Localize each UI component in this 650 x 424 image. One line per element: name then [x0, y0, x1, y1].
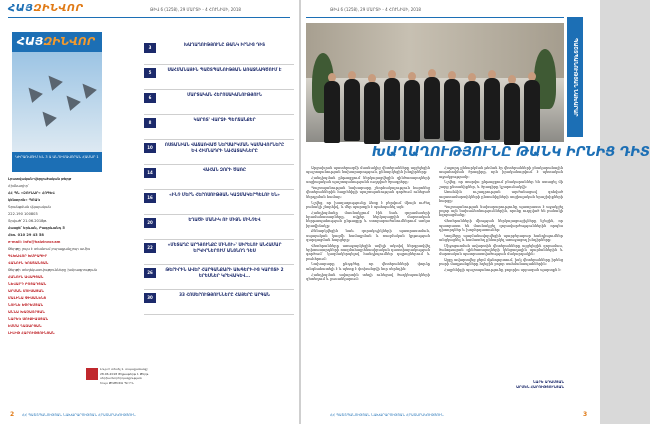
paragraph: Վետերանների միության ներկայացուցիչները նշեցին, որ պատրաստ են մասնակցել զորավարժություններին որպես դիտորդներ և խորհրդատուներ։	[439, 219, 563, 232]
toc-item[interactable]	[144, 240, 294, 265]
imprint-line: Լրատվական-վերլուծական թերթ	[8, 177, 72, 181]
toc-title: ՄԱՐՏԱԿԱՆ ՀԵՐՈՍԱԿԱՆՈՒԹՅՈՒՆ	[187, 92, 262, 97]
toc-title: ՎԱՀԱՆ ԶՈՐԻ ԾԱՌԸ	[202, 167, 247, 172]
toc-title: ՈՍՏԱՆԻԱՆ ՎԱՃԱՌՎԱԾ ՆԵՐՍԱՐԿՄԱՆ ԿԱՄԱՎՈՐՆԵՐԸ ԵՎ ՀԻՄՆԱԴՐԻ ՆԱՀԱՏԱԿՆԵՐԸ	[164, 142, 285, 153]
group-photo	[306, 23, 564, 142]
toc-item[interactable]	[144, 215, 294, 240]
toc-page-number: 14	[144, 168, 156, 178]
imprint-line: Գրանցման վկայական	[8, 205, 51, 209]
article-body	[306, 166, 564, 406]
toc-page-number: 20	[144, 218, 156, 228]
toc-item[interactable]	[144, 265, 294, 290]
article-author	[492, 380, 564, 389]
toc-item[interactable]	[144, 165, 294, 190]
page-number-right: 3	[583, 411, 588, 418]
article-title: ԽԱՂԱՂՈՒԹՅՈՒՆԸ ԹԱՆԿ ԻՐՆԻՑ ԴԻՏ	[372, 145, 650, 160]
imprint-line: 222.190 100803	[8, 212, 38, 216]
toc-title: ԹԵՐԻՐԻՆ ԱՎԵՐ ՀԱՐԳԱՆՔԱՐԻ ԱԽԳԵՐԻ-ԻՑ ԿԱՐՈՏԻ 2 ԵՐԵՍՆԵՐ ԿՐԵՎԱԿԵՎ...	[165, 267, 284, 278]
paragraph: Հաջորդ քննարկման թեման էր վետերանների բնակարանային ապահովման ծրագիրը, որն իրականացվում է պետական աջակցությամբ։	[439, 166, 563, 179]
person-figure	[424, 77, 440, 139]
cover-caption: ԿԻՐԱՌՎՈՒՄ ԵՆ 3 Ա ԱՆԴԻՄԱՎՈՐԱՆ ՀԱՄԱՐ 1	[12, 152, 102, 172]
paragraph: Միջոցառման ավարտին վետերանները այցելեցին զորամաս, ծանոթացան զինծառայողների կենցաղային պայմաններին և մարտական պատրաստվածության մակարդակին։	[439, 243, 563, 257]
person-figure	[404, 80, 420, 142]
imprint-line: ԱՆՆԱ ԽԱՉԱՏՐՅԱՆ	[8, 310, 45, 314]
paragraph: Այցը ավարտվեց ջերմ մթնոլորտում, իսկ վետերանները իրենց բարի մաղթանքները հղեցին բոլոր սահմանապահներին։	[439, 258, 563, 267]
toc-page-number: 3	[144, 43, 156, 53]
paragraph: Քննարկվեցին նաև զորակոչիկների պատրաստման, սպայական կազմի համալրման և ռազմական կրթության զարգացման հարցերը։	[306, 229, 430, 242]
jet-icon	[61, 91, 81, 111]
author-name: ԱՐՄԵՆ ՀԱՐՈՒԹՅՈՒՆՅԱՆ	[516, 384, 564, 389]
toc-title: «ՄԵՏԱՂԸ ԱՐԴՅՈՒՆՔԸ ՄԻՆՈՒ»՝ ՍԻՐԵԼՈՒ ԱՆՀԱՄԱՐ ԵՐԿԻՐՆԵՐՈՒՄ ԱՆՑՆՈՂ ԴԵՍ	[167, 242, 282, 253]
jet-icon	[77, 79, 97, 99]
imprint-line: Տրված՝ 21.06.2018թ.	[8, 219, 48, 223]
gutter	[299, 0, 301, 424]
toc-page-number: 26	[144, 268, 156, 278]
cover-title: ՀԱՅԶԻՆՎՈՐ	[17, 35, 95, 48]
paragraph: Կողմերը պայմանավորվեցին պարբերաբար հանդիպումներ անցկացնել և համատեղ քննարկել առաջացող խնդիրները։	[439, 233, 563, 242]
imprint-line: Հասցե՝ Երևան, Բագրևանդ 5	[8, 226, 65, 230]
toc-item[interactable]	[144, 65, 294, 90]
toc-page-number: 22	[144, 243, 156, 253]
toc-page-number: 6	[144, 93, 156, 103]
person-figure	[464, 81, 480, 143]
toc-item[interactable]	[144, 90, 294, 115]
toc-page-number: 8	[144, 118, 156, 128]
section-label: ՊԱՇՏՊԱՆՈՒԹՅԱՆ ՆԱԽԱՐԱՐ	[572, 37, 578, 117]
cover-image	[12, 52, 102, 152]
imprint-line: ՀՀ ՊՆ «ԶՈՒՆԱՐ» ՀՈԳԵՎ	[8, 191, 55, 195]
article-column	[439, 166, 563, 406]
print-notice: Լույս է տեսել 1. տպաքանակը՝ 28.06.2018 Թղթաթերթ 1 Թերթ սերիա Խորհրդակցության հույս ԹԵԹԵՓԱ ՊԲ ԻՆ	[100, 367, 149, 385]
toc-page-number: 30	[144, 293, 156, 303]
paragraph: Նշվեց, որ տարվա ընթացքում բնակարաններ են ստացել մի շարք ընտանիքներ, և ծրագիրը կշարունակվի։	[439, 180, 563, 189]
footer-right: ՀՀ ՊԱՇՏՊԱՆՈՒԹՅԱՆ ՆԱԽԱՐԱՐՈՒԹՅԱՆ ՀՐԱՏԱՐԱԿՈՒԹՅՈՒՆ	[330, 413, 444, 417]
paragraph: Առանձին ուշադրության արժանացավ զոհված ազատամարտիկների ընտանիքների սոցիալական երաշխիքների հարցը։	[439, 190, 563, 204]
article-column	[306, 166, 430, 406]
person-figure	[484, 78, 500, 140]
person-figure	[444, 79, 460, 141]
imprint-line: ՆՈՒՆԵ ԵՓՐԵՄՅԱՆ	[8, 303, 44, 307]
person-figure	[504, 83, 520, 145]
toc-title: ՍԱՀՄԱՆԱՅԻՆ ՊԱՇՏՊԱՆՈՒԹՅԱՆ ԱՌԱՋՆԱԳԾՈՒՄ Է	[167, 67, 282, 72]
imprint-line: ԱՐՄԱՆ ՄՈՒՍԱՅԱՆ	[8, 289, 44, 293]
imprint-line: ՀԱՆՈՒՆ ԱՎԱԳՅԱՆ	[8, 275, 44, 279]
jet-icon	[23, 83, 43, 103]
page-number-left: 2	[10, 411, 15, 418]
toc-page-number: 10	[144, 143, 156, 153]
toc-page-number: 16	[144, 193, 156, 203]
paragraph: Նախարարը ընդգծեց, որ վետերանների փորձը անգնահատելի է և պետք է փոխանցվի նոր սերնդին։	[306, 262, 430, 271]
issue-line-right: ԹԻՎ 6 (1258), 29 ՄԱՐՏԻ - 4 ՀՈՒՆԻՍԻ, 2018	[330, 7, 421, 12]
author-name: ՆԱՐԵ ԱԴԱՄՅԱՆ	[532, 380, 564, 384]
imprint-line: ՄԱԼԻՆԱ ՓԻՍԱՆԵՆՑ	[8, 296, 47, 300]
paragraph: Հանդիպման ընթացքում ներկայացվեցին զինծառայողների սոցիալական պաշտպանությանն ուղղված ծրագրերը։	[306, 176, 430, 185]
toc-item[interactable]	[144, 40, 294, 65]
masthead-logo: ՀԱՅԶԻՆՎՈՐ	[8, 3, 84, 14]
person-figure	[344, 79, 360, 141]
paragraph: Հանդիպմանը մասնակցում էին նաև զորամասերի հրամանատարները, ովքեր ներկայացրին մարտական հերթապահության ընթացքը և ստորաբաժանումներում առկա իրավիճակը։	[306, 210, 430, 228]
footer-left: ՀՀ ՊԱՇՏՊԱՆՈՒԹՅԱՆ ՆԱԽԱՐԱՐՈՒԹՅԱՆ ՀՐԱՏԱՐԱԿՈՒԹՅՈՒՆ	[22, 413, 136, 417]
toc-title: ԿԱՐՈՏ՝ ՎԱՐՁԻ ՊԵՐՃԱՆՔԵՐ	[193, 117, 256, 122]
imprint-line: ԼԻԼԻԹ ՀԱՐՈՒԹՅՈՒՆՅԱՆ	[8, 331, 55, 335]
issue-line: ԹԻՎ 6 (1258), 29 ՄԱՐՏԻ - 4 ՀՈՒՆԻՍԻ, 2018	[150, 7, 241, 12]
publisher-logo	[86, 368, 98, 380]
toc-item[interactable]	[144, 190, 294, 215]
imprint-line: e-mail: info@haizinvor.am	[8, 240, 61, 244]
header-rule-right	[306, 17, 564, 18]
person-figure	[524, 80, 540, 142]
toc-title: ԽԱՂԱՂՈՒԹՅՈՒՆԸ ԹԱՆԿ ԻՐՆԻՑ ԴԻՏ	[183, 42, 266, 47]
header-rule	[8, 17, 290, 18]
imprint-line: Հիմնադիր՝	[8, 184, 29, 188]
paragraph: Նշվեց, որ խաղաղությունը ձեռք է բերվում միայն ուժեղ բանակի շնորհիվ, և մեր պարտքն է պահպանել այն։	[306, 200, 430, 209]
jet-icon	[43, 71, 63, 91]
paragraph: Արցախյան պատերազմի մասնակից վետերանները այցելեցին պաշտպանության նախարարություն, քննարկեցին խնդիրները։	[306, 166, 430, 175]
imprint-line: կենտրոն» ՊՈԱԿ	[8, 198, 41, 202]
imprint-line: ՎԱՆՈՒՆ ԿՈՍՏԱՆՅԱՆ	[8, 261, 49, 265]
table-of-contents	[144, 40, 294, 315]
jet-icon	[37, 107, 57, 127]
cover-thumbnail	[12, 32, 102, 172]
imprint-line: Թերթը լույս է տեսնում յուրաքանչյուր ամիս	[8, 247, 91, 251]
paragraph: Հանդիպման ավարտին տեղի ունեցավ ծաղկեպսակների զետեղում և լուսանկարում։	[306, 272, 430, 281]
toc-item[interactable]	[144, 115, 294, 140]
imprint-line: ԳԼԽԱՎՈՐ ԽՄԲԱԳԻՐ	[8, 254, 48, 258]
person-figure	[324, 81, 340, 143]
toc-title: «ԻՆՉ ՄԵՐՆ ՀԵՐՈՍՈՒԹՅԱՆ ԿԱԶՄԱԿԵՐՊԵԼՈՒ ԵՆ»	[169, 192, 280, 197]
imprint-line: Թերթի տեղեկատվությունները խմբագրության	[8, 268, 97, 272]
imprint-line: Հեռ. 010 29 43 58	[8, 233, 44, 237]
paragraph: Պաշտպանության նախարարությունը պատրաստ է աջակցել բոլոր այն նախաձեռնություններին, որոնք ուղղված են բանակի հզորացմանը։	[439, 204, 563, 218]
imprint-line: ԷՄՄԱ ՂԱԶԱՐՅԱՆ	[8, 324, 42, 328]
paragraph: Վետերանները առաջարկեցին ավելի ակտիվ ներգրավվել երիտասարդների ռազմահայրենասիրական դաստիարակության գործում՝ կազմակերպելով հանդիպումներ դպրոցներում և բուհերում։	[306, 243, 430, 261]
toc-page-number: 5	[144, 68, 156, 78]
person-figure	[364, 82, 380, 144]
person-figure	[384, 78, 400, 140]
toc-item[interactable]	[144, 140, 294, 165]
paragraph: Պաշտպանության նախարարը շնորհակալություն հայտնեց վետերաններին հայրենիքի պաշտպանության գործում ունեցած ներդրման համար։	[306, 186, 430, 199]
toc-title: 33 ՀՈՍԵՐՈՒԹՅՈՒՆՆԵՐԸ ՀԱՅԵՐԸ ԱՐԳԱՆ	[179, 292, 270, 297]
paragraph: Հայրենիքի պաշտպանությունը բոլորիս սրբազան պարտքն է։	[444, 268, 562, 273]
toc-title: ԵՂԱԾԻ ՄԱՆԻԿ ՈՒ ՄԻՋՆ ՄԻՆՉԵՎ	[188, 217, 261, 222]
imprint-line: ՆԵՎԱՐԴ ԲՈՅԱԴՅԱՆ	[8, 282, 47, 286]
imprint-line: ՆԱՐԵԿ ՍՈՒՔԻԱՍՅԱՆ	[8, 317, 49, 321]
toc-item[interactable]	[144, 290, 294, 315]
imprint	[8, 177, 106, 338]
